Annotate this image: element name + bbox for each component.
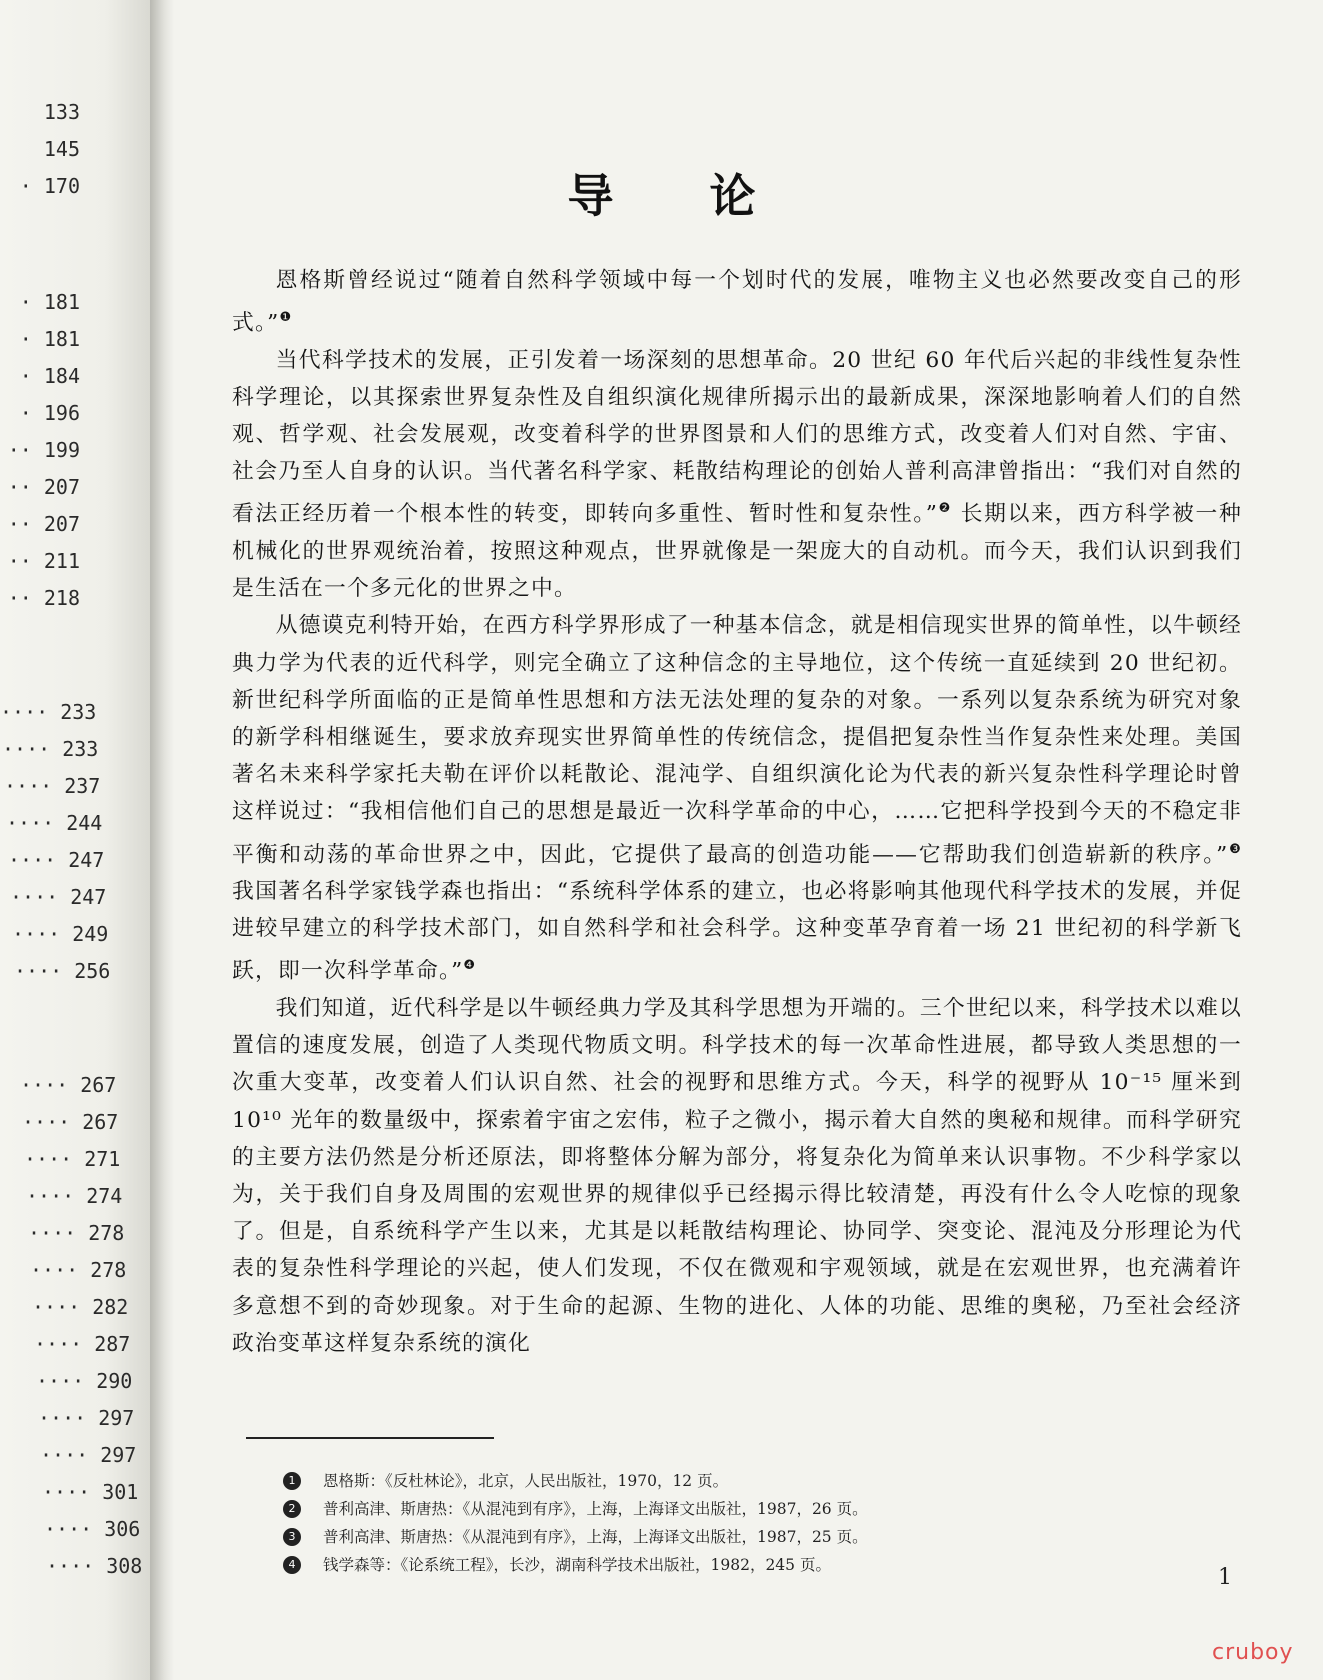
toc-page-number: ···· 244 [6,811,103,835]
footnote-ref-4: ❹ [463,958,477,974]
toc-page-number: ···· 278 [28,1221,125,1245]
footnote-4 [283,1551,1183,1579]
toc-page-number: ·· 199 [7,438,80,462]
toc-page-number: 145 [43,137,80,161]
footnote-ref-3: ❸ [1228,841,1242,857]
toc-page-number: ···· 233 [2,737,99,761]
footnote-marker: 1 [283,1472,301,1490]
toc-page-number: ···· 278 [30,1258,127,1282]
toc-page-number: ···· 297 [38,1406,135,1430]
footnote-marker: 4 [283,1556,301,1574]
toc-page-number: ···· 267 [20,1073,117,1097]
toc-page-number: ···· 282 [32,1295,129,1319]
toc-page-number: 133 [43,100,80,124]
footnote-text: 钱学森等：《论系统工程》，长沙，湖南科学技术出版社，1982，245 页。 [323,1556,831,1574]
toc-page-number: ···· 297 [40,1443,137,1467]
toc-page-number: ·· 207 [7,475,80,499]
toc-page-number: ···· 301 [42,1480,139,1504]
toc-page-number: ···· 249 [12,922,109,946]
footnote-text: 恩格斯：《反杜林论》，北京，人民出版社，1970，12 页。 [323,1472,729,1490]
toc-page-number: ···· 267 [22,1110,119,1134]
paragraph-2: 当代科学技术的发展，正引发着一场深刻的思想革命。20 世纪 60 年代后兴起的非线性复杂性科学理论，以其探索世界复杂性及自组织演化规律所揭示出的最新成果，深深地影响着人们的自然观、哲学观、社会发展观，改变着科学的世界图景和人们的思维方式，改变着人们对自然、宇宙、社会乃至人自身的认识。当代著名科学家、耗散结构理论的创始人普利高津曾指出：“我们对自然的看法正经历着一个根本性的转变，即转向多重性、暂时性和复杂性。”$^❷$ 长期以来，西方科学被一种机械化的世界观统治着，按照这种观点，世界就像是一架庞大的自动机。而今天，我们认识到我们是生活在一个多元化的世界之中。 [232,347,1242,602]
toc-page-number: ···· 247 [10,885,107,909]
toc-page-number: · 184 [19,364,80,388]
book-gutter [150,0,174,1680]
footnote-3 [283,1523,1183,1551]
toc-page-number: ···· 287 [34,1332,131,1356]
toc-page-number: ···· 233 [0,700,97,724]
toc-page-number: ···· 308 [46,1554,143,1578]
toc-page-number: ···· 306 [44,1517,141,1541]
toc-page-number: ···· 237 [4,774,101,798]
toc-page-number: ·· 207 [7,512,80,536]
footnote-text: 普利高津、斯唐热：《从混沌到有序》，上海，上海译文出版社，1987，26 页。 [323,1500,868,1518]
footnote-divider [246,1437,494,1439]
watermark: cruboy [1212,1640,1294,1665]
footnote-text: 普利高津、斯唐热：《从混沌到有序》，上海，上海译文出版社，1987，25 页。 [323,1528,868,1546]
footnote-ref-2: ❷ [938,501,952,517]
paragraph-3: 从德谟克利特开始，在西方科学界形成了一种基本信念，就是相信现实世界的简单性，以牛顿经典力学为代表的近代科学，则完全确立了这种信念的主导地位，这个传统一直延续到 20 世纪初。新世纪科学所面临的正是简单性思想和方法无法处理的复杂的对象。一系列以复杂系统为研究对象的新学科相继诞生，要求放弃现实世界简单性的传统信念，提倡把复杂性当作复杂性来处理。美国著名未来科学家托夫勒在评价以耗散论、混沌学、自组织演化论为代表的新兴复杂性科学理论时曾这样说过：“我相信他们自己的思想是最近一次科学革命的中心，……它把科学投到今天的不稳定非平衡和动荡的革命世界之中，因此，它提供了最高的创造功能——它帮助我们创造崭新的秩序。”$^❸$ 我国著名科学家钱学森也指出：“系统科学体系的建立，也必将影响其他现代科学技术的发展，并促进较早建立的科学技术部门，如自然科学和社会科学。这种变革孕育着一场 21 世纪初的科学新飞跃，即一次科学革命。”$^❹$ [232,613,1242,984]
toc-page-number: ·· 218 [7,586,80,610]
paragraph-4: 我们知道，近代科学是以牛顿经典力学及其科学思想为开端的。三个世纪以来，科学技术以难以置信的速度发展，创造了人类现代物质文明。科学技术的每一次革命性进展，都导致人类思想的一次重大变革，改变着人们认识自然、社会的视野和思维方式。今天，科学的视野从 10⁻¹⁵ 厘米到 10¹⁰ 光年的数量级中，探索着宇宙之宏伟，粒子之微小，揭示着大自然的奥秘和规律。而科学研究的主要方法仍然是分析还原法，即将整体分解为部分，将复杂化为简单来认识事物。不少科学家以为，关于我们自身及周围的宏观世界的规律似乎已经揭示得比较清楚，再没有什么令人吃惊的现象了。但是，自系统科学产生以来，尤其是以耗散结构理论、协同学、突变论、混沌及分形理论为代表的复杂性科学理论的兴起，使人们发现，不仅在微观和宇观领域，就是在宏观世界，也充满着许多意想不到的奇妙现象。对于生命的起源、生物的进化、人体的功能、思维的奥秘，乃至社会经济政治变革这样复杂系统的演化 [232,995,1242,1356]
toc-page-number: ···· 290 [36,1369,133,1393]
toc-page-number: · 196 [19,401,80,425]
toc-page-number: · 170 [19,174,80,198]
chapter-title: 导 论 [567,169,796,223]
toc-page-number: ·· 211 [7,549,80,573]
toc-page-number: · 181 [19,327,80,351]
previous-page-toc [0,0,150,1680]
toc-page-number: ···· 247 [8,848,105,872]
paragraph-1: 恩格斯曾经说过“随着自然科学领域中每一个划时代的发展，唯物主义也必然要改变自己的形式。”$^❶$ [232,268,1242,336]
footnote-1 [283,1467,1183,1495]
toc-page-number: · 181 [19,290,80,314]
page-number: 1 [1218,1565,1232,1590]
footnote-2 [283,1495,1183,1523]
toc-page-number: ···· 274 [26,1184,123,1208]
toc-page-number: ···· 256 [14,959,111,983]
footnote-marker: 3 [283,1528,301,1546]
toc-page-number: ···· 271 [24,1147,121,1171]
footnote-ref-1: ❶ [279,310,293,326]
body-text [232,262,1242,1362]
footnotes [283,1467,1183,1579]
footnote-marker: 2 [283,1500,301,1518]
